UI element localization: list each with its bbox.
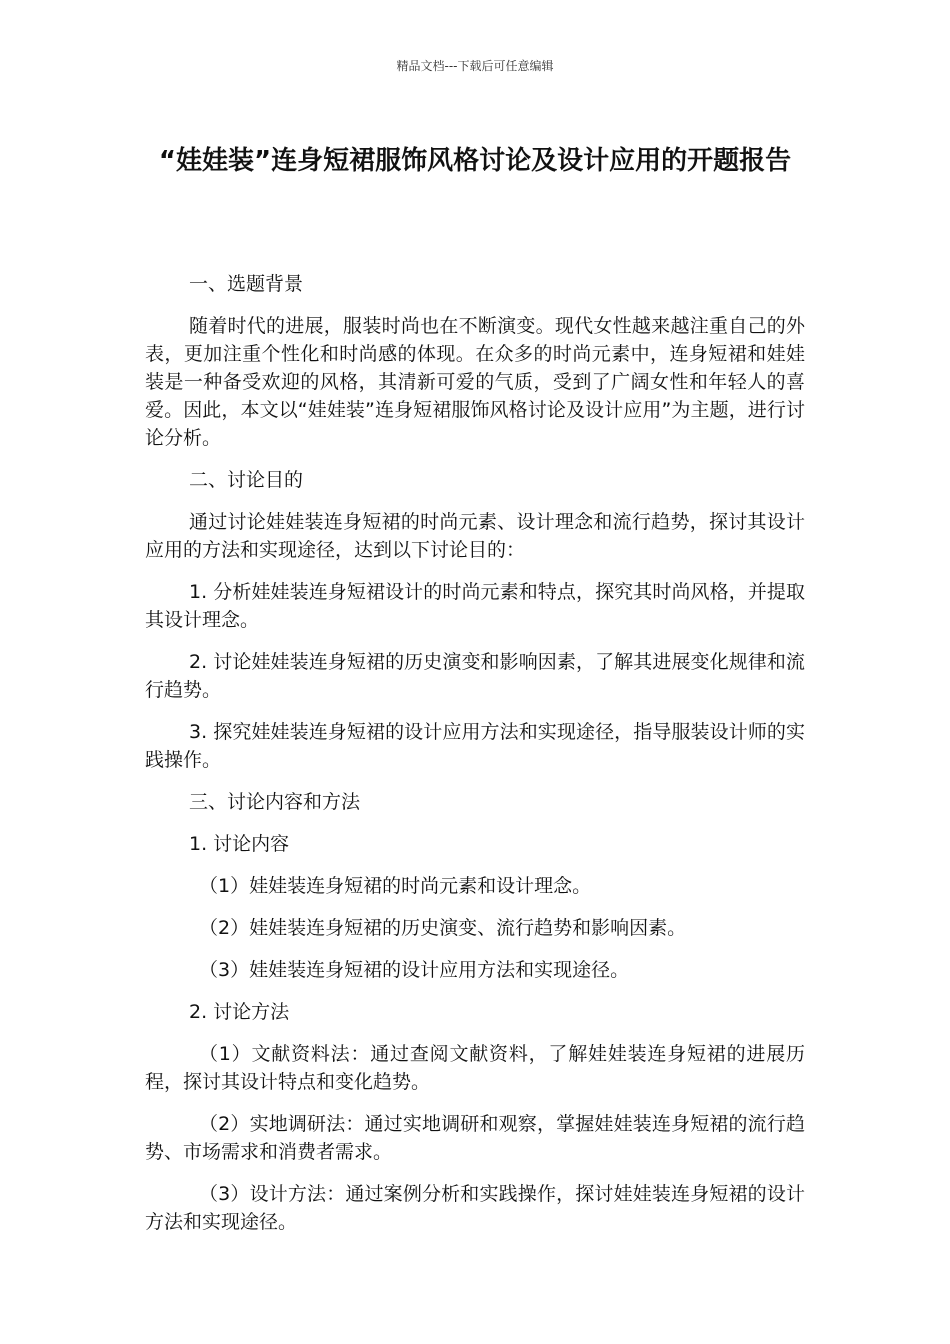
- subheading-method: 2. 讨论方法: [189, 1001, 290, 1023]
- header-note: 精品文档---下载后可任意编辑: [396, 59, 554, 73]
- document-title: “娃娃装”连身短裙服饰风格讨论及设计应用的开题报告: [158, 146, 792, 176]
- subheading-content: 1. 讨论内容: [189, 833, 290, 855]
- method-item-2: （2）实地调研法：通过实地调研和观察，掌握娃娃装连身短裙的流行趋势、市场需求和消费者需求。: [145, 1113, 805, 1163]
- method-item-3: （3）设计方法：通过案例分析和实践操作，探讨娃娃装连身短裙的设计方法和实现途径。: [145, 1183, 805, 1233]
- background-paragraph: 随着时代的进展，服装时尚也在不断演变。现代女性越来越注重自己的外表，更加注重个性化和时尚感的体现。在众多的时尚元素中，连身短裙和娃娃装是一种备受欢迎的风格，其清新可爱的气质，受到了广阔女性和年轻人的喜爱。因此，本文以“娃娃装”连身短裙服饰风格讨论及设计应用”为主题，进行讨论分析。: [145, 315, 805, 449]
- content-item-3: （3）娃娃装连身短裙的设计应用方法和实现途径。: [199, 959, 630, 981]
- section-heading-background: 一、选题背景: [189, 273, 304, 295]
- method-item-1: （1）文献资料法：通过查阅文献资料，了解娃娃装连身短裙的进展历程，探讨其设计特点和变化趋势。: [145, 1043, 805, 1093]
- purpose-item-3: 3. 探究娃娃装连身短裙的设计应用方法和实现途径，指导服装设计师的实践操作。: [145, 721, 805, 771]
- purpose-item-2: 2. 讨论娃娃装连身短裙的历史演变和影响因素，了解其进展变化规律和流行趋势。: [145, 651, 805, 701]
- section-heading-content-method: 三、讨论内容和方法: [189, 791, 361, 813]
- purpose-item-1: 1. 分析娃娃装连身短裙设计的时尚元素和特点，探究其时尚风格，并提取其设计理念。: [145, 581, 805, 631]
- content-item-2: （2）娃娃装连身短裙的历史演变、流行趋势和影响因素。: [199, 917, 687, 939]
- content-item-1: （1）娃娃装连身短裙的时尚元素和设计理念。: [199, 875, 592, 897]
- section-heading-purpose: 二、讨论目的: [189, 469, 304, 491]
- document-body: [145, 270, 805, 1250]
- purpose-paragraph: 通过讨论娃娃装连身短裙的时尚元素、设计理念和流行趋势，探讨其设计应用的方法和实现途径，达到以下讨论目的：: [145, 511, 805, 561]
